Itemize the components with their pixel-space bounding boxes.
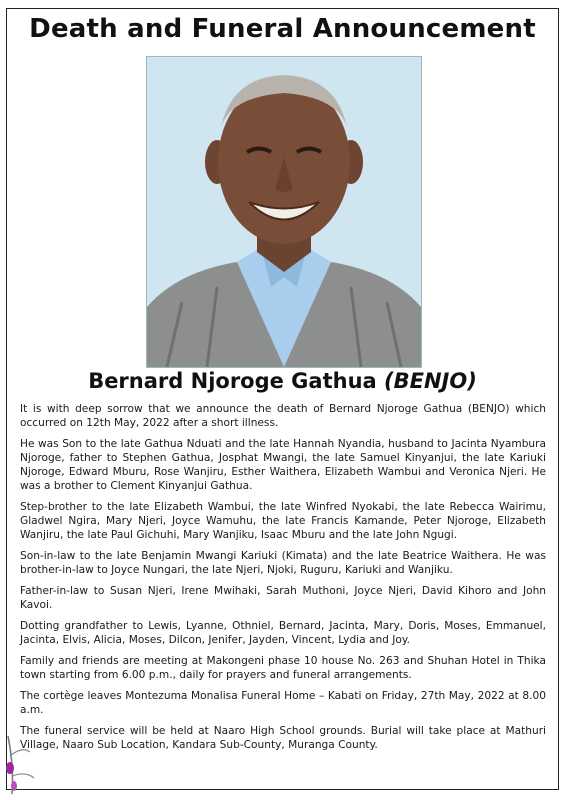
paragraph-cortege: The cortège leaves Montezuma Monalisa Funeral Home – Kabati on Friday, 27th May, 2022 at 8.00 a.m. bbox=[20, 690, 546, 716]
paragraph-meetings: Family and friends are meeting at Makongeni phase 10 house No. 263 and Shuhan Hotel in Thika town starting from 6.00 p.m., daily for prayers and funeral arrangements. bbox=[20, 655, 546, 681]
deceased-name bbox=[6, 369, 559, 393]
paragraph-in-laws: Son-in-law to the late Benjamin Mwangi Kariuki (Kimata) and the late Beatrice Waithera. He was brother-in-law to Joyce Nungari, the late Njeri, Njoki, Ruguru, Kariuki and Wanjiku. bbox=[20, 550, 546, 576]
paragraph-family: He was Son to the late Gathua Nduati and the late Hannah Nyandia, husband to Jacinta Nyambura Njoroge, father to Stephen Gathua, Josphat Mwangi, the late Samuel Kinyanjui, the late Kariuki Njoroge, Edward Mburu, Rose Wanjiru, Esther Waithera, Elizabeth Wambui and Veronica Njeri. He was a brother to Clement Kinyanjui Gathua. bbox=[20, 438, 546, 492]
announcement-body bbox=[20, 402, 546, 759]
paragraph-children-in-law: Father-in-law to Susan Njeri, Irene Mwihaki, Sarah Muthoni, Joyce Njeri, David Kihoro and John Kavoi. bbox=[20, 585, 546, 611]
flower-ornament-icon bbox=[4, 716, 48, 796]
page-title: Death and Funeral Announcement bbox=[29, 14, 536, 44]
paragraph-grandchildren: Dotting grandfather to Lewis, Lyanne, Othniel, Bernard, Jacinta, Mary, Doris, Moses, Emmanuel, Jacinta, Elvis, Alicia, Moses, Dilcon, Jenifer, Jayden, Vincent, Lydia and Joy. bbox=[20, 620, 546, 646]
paragraph-announcement: It is with deep sorrow that we announce the death of Bernard Njoroge Gathua (BENJO) which occurred on 12th May, 2022 after a short illness. bbox=[20, 403, 546, 429]
paragraph-funeral-service: The funeral service will be held at Naaro High School grounds. Burial will take place at Mathuri Village, Naaro Sub Location, Kandara Sub-County, Muranga County. bbox=[20, 725, 546, 751]
portrait-photo bbox=[146, 56, 422, 368]
paragraph-step-siblings: Step-brother to the late Elizabeth Wambui, the late Winfred Nyokabi, the late Rebecca Wairimu, Gladwel Ngira, Mary Njeri, Joyce Wamuhu, the late Francis Kamande, Peter Njoroge, Elizabeth Wanjiru, the late Paul Gichuhi, Mary Wanjiku, Isaac Mburu and the late John Ngugi. bbox=[20, 501, 546, 541]
nickname: (BENJO) bbox=[384, 369, 477, 393]
full-name: Bernard Njoroge Gathua bbox=[88, 369, 377, 393]
